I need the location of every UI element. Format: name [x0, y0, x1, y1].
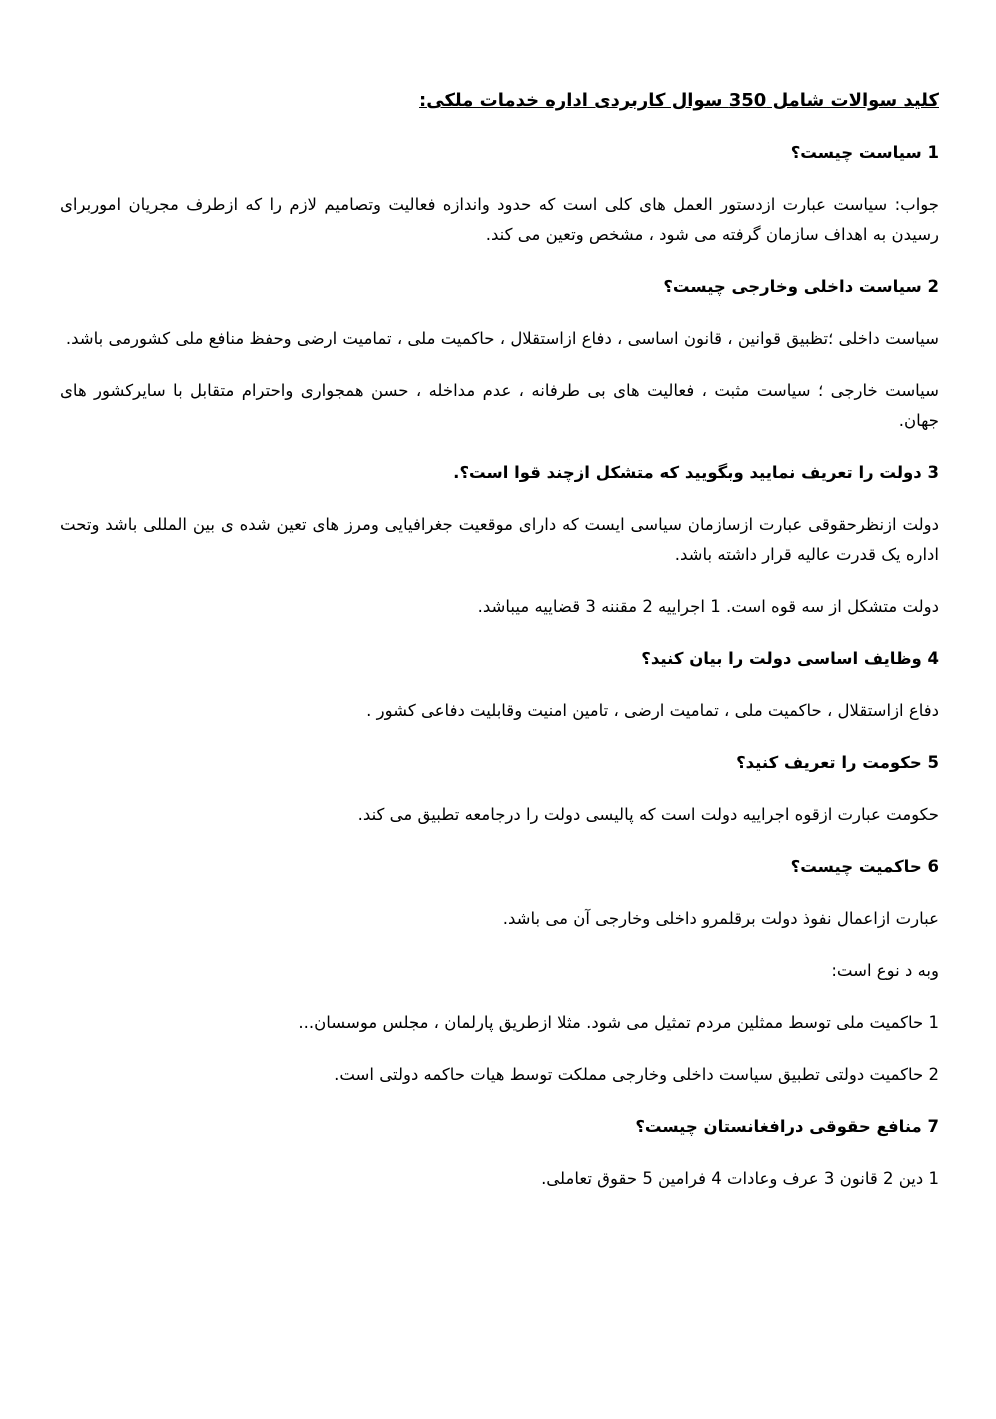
document-title: کلید سوالات شامل 350 سوال کاربردی اداره خدمات ملکی:: [419, 90, 939, 111]
answer-3-three-powers: دولت متشکل از سه قوه است. 1 اجراییه 2 مقننه 3 قضاییه میباشد.: [477, 597, 939, 616]
answer-6-type-1: 1 حاکمیت ملی توسط ممثلین مردم تمثیل می شود. مثلا ازطریق پارلمان ، مجلس موسسان...: [298, 1013, 939, 1032]
answer-6: عبارت ازاعمال نفوذ دولت برقلمرو داخلی وخارجی آن می باشد.: [502, 909, 939, 928]
answer-2-external-policy: سیاست خارجی ؛ سیاست مثبت ، فعالیت های بی طرفانه ، عدم مداخله ، حسن همجواری واحترام متقابل با سایرکشور های جهان.: [60, 381, 939, 430]
question-1: 1 سیاست چیست؟: [790, 143, 939, 162]
question-5: 5 حکومت را تعریف کنید؟: [736, 753, 939, 772]
answer-2-internal-policy: سیاست داخلی ؛تظبیق قوانین ، قانون اساسی ، دفاع ازاستقلال ، حاکمیت ملی ، تمامیت ارضی وحفظ منافع ملی کشورمی باشد.: [65, 329, 939, 348]
answer-7: 1 دین 2 قانون 3 عرف وعادات 4 فرامین 5 حقوق تعاملی.: [541, 1169, 939, 1188]
answer-1: جواب: سیاست عبارت ازدستور العمل های کلی است که حدود واندازه فعالیت وتصامیم لازم را که ازطرف مجریان اموربرای رسیدن به اهداف سازمان گرفته می شود ، مشخص وتعین می کند.: [60, 195, 939, 244]
question-6: 6 حاکمیت چیست؟: [790, 857, 939, 876]
question-3: 3 دولت را تعریف نمایید وبگویید که متشکل ازچند قوا است؟.: [453, 463, 939, 482]
answer-5: حکومت عبارت ازقوه اجراییه دولت است که پالیسی دولت را درجامعه تطبیق می کند.: [357, 805, 939, 824]
answer-3-definition: دولت ازنظرحقوقی عبارت ازسازمان سیاسی ایست که دارای موقعیت جغرافیایی ومرز های تعین شده ی بین المللی باشد وتحت اداره یک قدرت عالیه قرار داشته باشد.: [60, 515, 939, 564]
answer-6-types-intro: وبه د نوع است:: [831, 961, 939, 980]
answer-4: دفاع ازاستقلال ، حاکمیت ملی ، تمامیت ارضی ، تامین امنیت وقابلیت دفاعی کشور .: [366, 701, 939, 720]
question-2: 2 سیاست داخلی وخارجی چیست؟: [663, 277, 939, 296]
question-7: 7 منافع حقوقی درافغانستان چیست؟: [635, 1117, 939, 1136]
question-4: 4 وظایف اساسی دولت را بیان کنید؟: [641, 649, 939, 668]
answer-6-type-2: 2 حاکمیت دولتی تطبیق سیاست داخلی وخارجی مملکت توسط هیات حاکمه دولتی است.: [334, 1065, 939, 1084]
